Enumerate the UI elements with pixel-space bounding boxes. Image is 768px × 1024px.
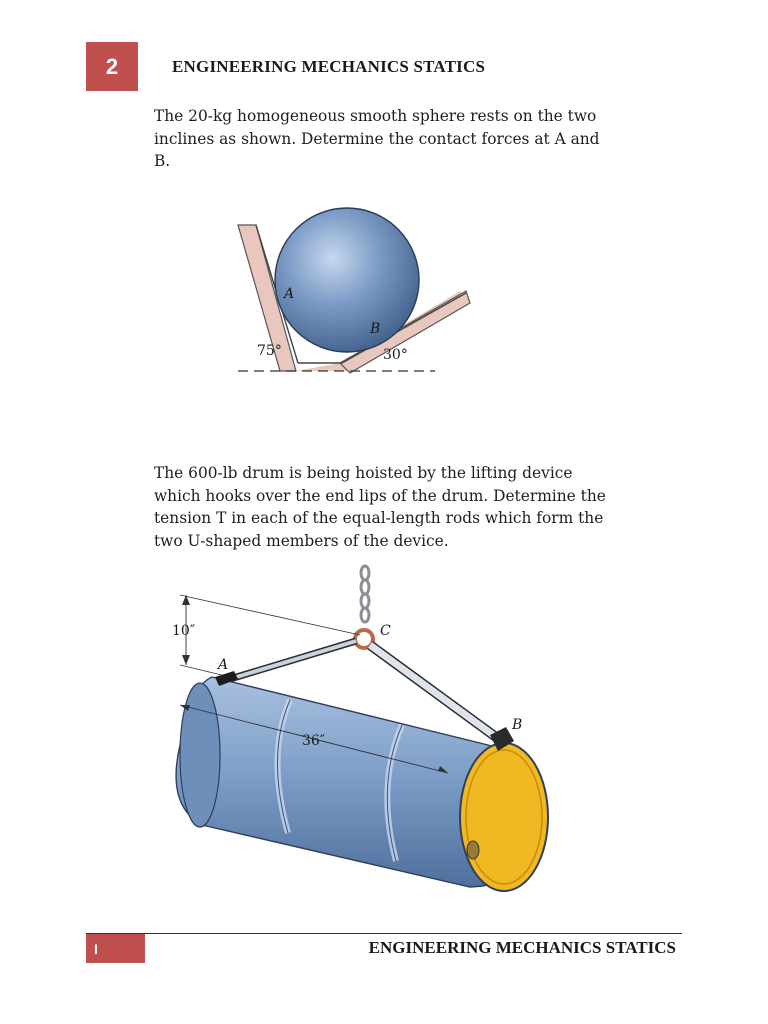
contact-point-b-label: B <box>370 321 381 337</box>
contact-point-a-label: A <box>284 286 295 302</box>
angle-30-label: 30° <box>383 347 408 363</box>
point-c-label: C <box>380 623 391 639</box>
angle-75-label: 75° <box>257 343 282 359</box>
footer-divider <box>86 933 682 934</box>
length-36-label: 36″ <box>302 733 326 749</box>
chapter-number-badge: 2 <box>86 42 138 91</box>
drum-hoist-figure <box>170 565 570 905</box>
drum-bung-hole <box>467 841 479 859</box>
height-10-label: 10″ <box>172 623 196 639</box>
lifting-chain <box>361 566 369 622</box>
footer-title: ENGINEERING MECHANICS STATICS <box>368 938 676 957</box>
page-header-title: ENGINEERING MECHANICS STATICS <box>172 57 486 76</box>
point-a-label: A <box>218 657 229 673</box>
point-b-label: B <box>512 717 523 733</box>
sphere <box>275 208 419 352</box>
sphere-incline-figure <box>220 195 490 395</box>
problem-2-statement: The 600-lb drum is being hoisted by the lifting device which hooks over the end lips of the drum. Determine the tension T in each of the equal-length rods which form the two U-shaped members of the device. <box>154 464 606 550</box>
footer-page-marker: I <box>86 934 145 963</box>
drum-end-face <box>460 743 548 891</box>
problem-1-statement: The 20-kg homogeneous smooth sphere rests on the two inclines as shown. Determine the contact forces at A and B. <box>154 107 600 170</box>
